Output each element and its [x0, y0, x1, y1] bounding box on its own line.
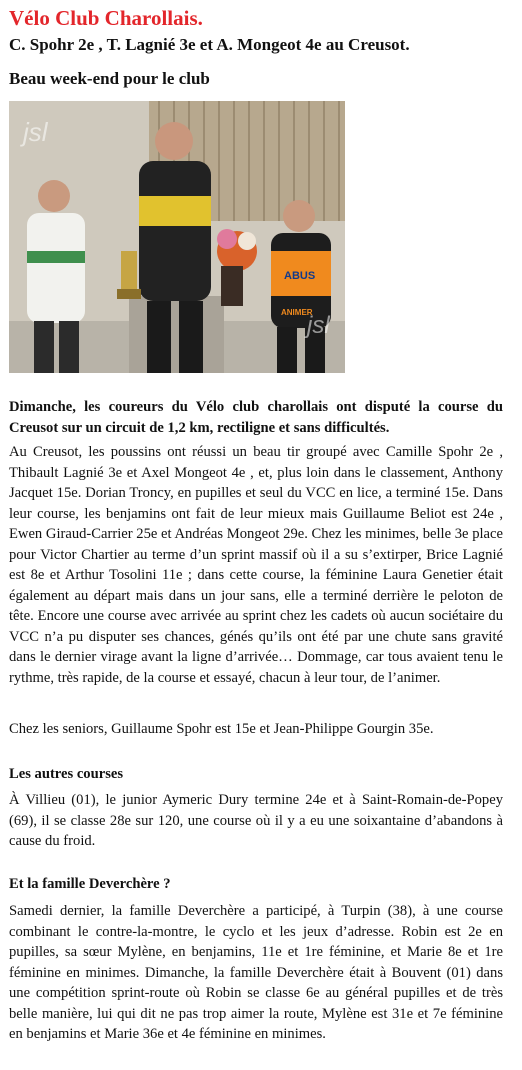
section-paragraph-other-races: À Villieu (01), le junior Aymeric Dury termine 24e et à Saint-Romain-de-Popey (69), il se classe 28e sur 120, une course où il y a eu une soixantaine d’abandons à cause du froid.: [9, 792, 503, 849]
section-paragraph-deverchere: Samedi dernier, la famille Deverchère a participé, à Turpin (38), à une course combinant le contre-la-montre, le cyclo et les jeux d’adresse. Robin est 2e en pupilles, sa sœur Mylène, en benjamins, 11e et 1re féminine, et Marie 8e et 1re féminine en minimes. Dimanche, la famille Deverchère était à Bouvent (01) dans une compétition sprint-route où Robin se classe 6e au général pupilles et de très belle manière, lui qui dit ne pas trop aimer la route, Mylène est 31e et 7e féminine en benjamins et Marie 36e et 4e féminine en minimes.: [9, 903, 503, 1042]
podium-photo: [9, 101, 345, 373]
section-heading-deverchere: Et la famille Deverchère ?: [9, 876, 171, 892]
sponsor-animer: ANIMER: [281, 308, 313, 317]
watermark-bottom: jsl: [307, 312, 330, 339]
kicker: Beau week-end pour le club: [9, 69, 210, 88]
watermark-top: jsl: [23, 117, 48, 147]
section-heading-other-races: Les autres courses: [9, 766, 124, 782]
body-paragraph-2: Chez les seniors, Guillaume Spohr est 15e et Jean-Philippe Gourgin 35e.: [9, 721, 434, 737]
body-paragraph-1: Au Creusot, les poussins ont réussi un beau tir groupé avec Camille Spohr 2e , Thibault Lagnié 3e et Axel Mongeot 4e , et, plus loin dans le classement, Anthony Jacquet 15e. Dorian Troncy, en pupilles et seul du VCC en lice, a terminé 15e. Dans leur course, les benjamins ont fait de leur mieux mais Guillaume Beliot est 24e , Ewen Giraud-Carrier 25e et Andréas Mongeot 29e. Chez les minimes, belle 3e place pour Victor Chartier au terme d’un sprint massif où il a su s’extirper, Brice Lagnié est 8e et Arthur Tosolini 11e ; dans cette course, la féminine Laura Genetier était également au départ mais dans un jour sans, elle a terminé derrière le peloton de tête. Encore une course avec arrivée au sprint chez les cadets où aucun sociétaire du VCC n’a pu disputer ses chances, génés qu’ils ont été par une chute sans gravité dans le dernier virage avant la ligne d’arrivée… Dommage, car tous avaient tenu le rythme, très rapide, de la course et essayé, chacun à leur tour, de l’animer.: [9, 444, 503, 686]
club-title: Vélo Club Charollais.: [9, 6, 203, 30]
headline: C. Spohr 2e , T. Lagnié 3e et A. Mongeot 4e au Creusot.: [9, 35, 410, 54]
sponsor-abus: ABUS: [284, 270, 316, 282]
lead-paragraph: Dimanche, les coureurs du Vélo club charollais ont disputé la course du Creusot sur un circuit de 1,2 km, rectiligne et sans difficultés.: [9, 399, 503, 436]
